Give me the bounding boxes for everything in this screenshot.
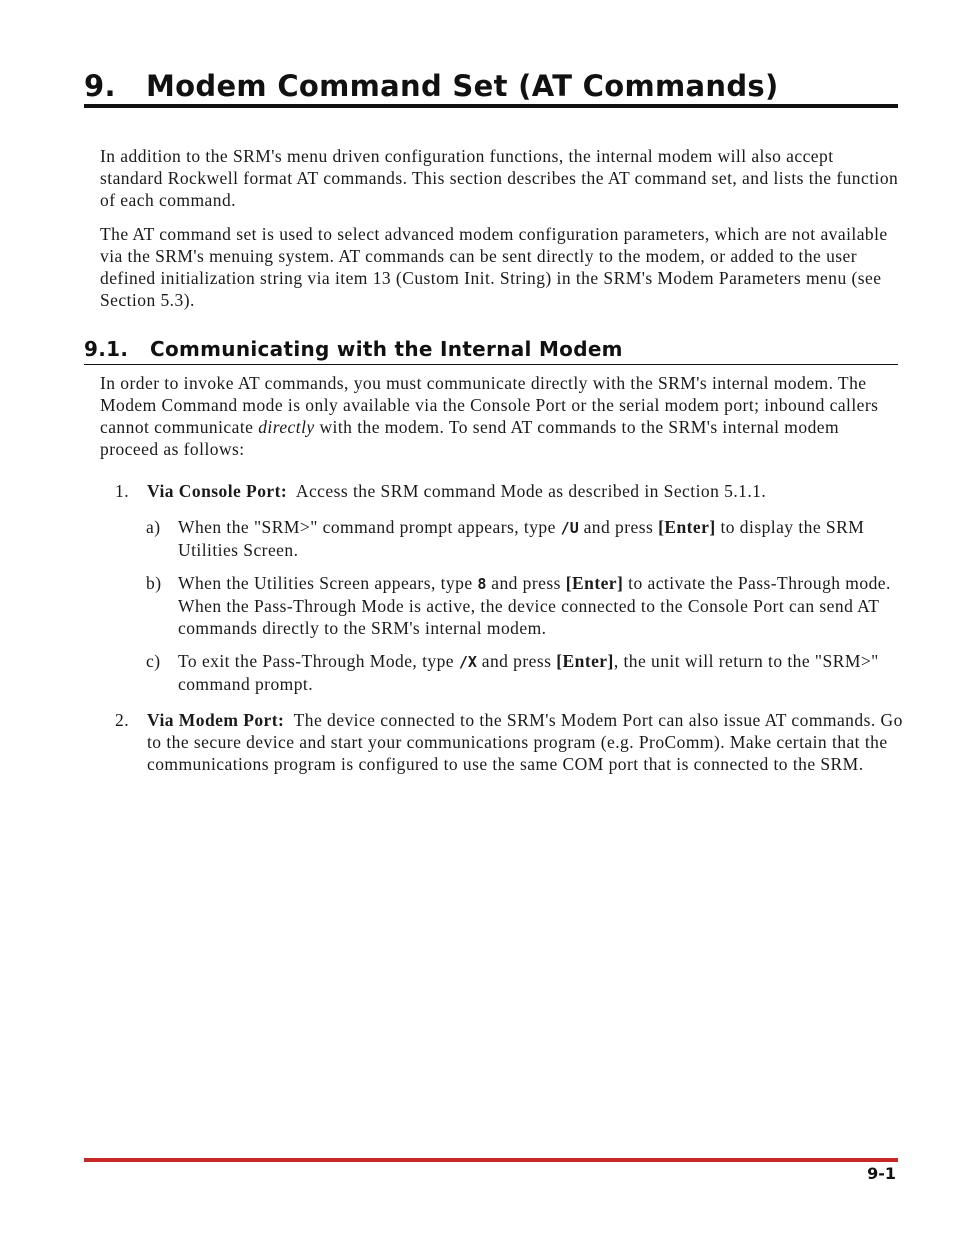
step-2	[115, 709, 907, 775]
section-heading	[84, 336, 898, 362]
command-code: /X	[458, 653, 477, 671]
step-1-text: Access the SRM command Mode as described in Section 5.1.1.	[295, 481, 767, 501]
section-number: 9.1.	[84, 337, 129, 361]
substep-b-text-1: When the Utilities Screen appears, type	[178, 573, 473, 593]
enter-key: [Enter]	[565, 573, 624, 593]
chapter-number: 9.	[84, 69, 116, 103]
substep-a-text-2: and press	[583, 517, 654, 537]
substep-c-text-1: To exit the Pass-Through Mode, type	[178, 651, 455, 671]
section-title: Communicating with the Internal Modem	[150, 337, 623, 361]
command-code: /U	[560, 519, 579, 537]
substep-a	[146, 516, 898, 561]
substep-c-text-2: and press	[481, 651, 552, 671]
intro-paragraph-2: The AT command set is used to select advanced modem configuration parameters, which are not available via the SRM's menuing system. AT commands can be sent directly to the modem, or added to the user defined initialization string via item 13 (Custom Init. String) in the SRM's Modem Parameters menu (see Section 5.3).	[100, 224, 888, 310]
substep-b	[146, 572, 898, 639]
step-2-label: Via Modem Port:	[147, 710, 285, 730]
substep-a-marker: a)	[146, 517, 161, 537]
footer-rule	[84, 1158, 898, 1162]
step-2-text: The device connected to the SRM's Modem Port can also issue AT commands. Go to the secure device and start your communications program (e.g. ProComm). Make certain that the communications program is configured to use the same COM port that is connected to the SRM.	[147, 710, 903, 774]
emphasis-directly: directly	[258, 417, 315, 437]
step-1	[115, 480, 907, 502]
chapter-heading	[84, 68, 898, 104]
substep-a-text-1: When the "SRM>" command prompt appears, type	[178, 517, 556, 537]
section-paragraph-text-1: In order to invoke AT commands, you must communicate directly with the SRM's internal modem. The Modem Command mode is only available via the Console Port or the serial modem port; inbound callers cannot communicate	[100, 373, 879, 437]
substep-b-text-2: and press	[491, 573, 561, 593]
substep-a-text-3: to display the SRM Utilities Screen.	[178, 517, 865, 560]
section-heading-rule	[84, 364, 898, 365]
substep-c-text-3: , the unit will return to the "SRM>" command prompt.	[178, 651, 879, 694]
intro-paragraph-1: In addition to the SRM's menu driven configuration functions, the internal modem will also accept standard Rockwell format AT commands. This section describes the AT command set, and lists the function of each command.	[100, 146, 899, 210]
substep-b-marker: b)	[146, 573, 162, 593]
step-2-marker: 2.	[115, 710, 130, 730]
chapter-heading-rule	[84, 104, 898, 108]
section-paragraph	[100, 372, 900, 460]
step-1-label: Via Console Port:	[147, 481, 288, 501]
chapter-title: Modem Command Set (AT Commands)	[146, 69, 779, 103]
substep-c	[146, 650, 898, 695]
substep-b-text-3: to activate the Pass-Through mode. When the Pass-Through Mode is active, the device connected to the Console Port can send AT commands directly to the SRM's internal modem.	[178, 573, 891, 638]
enter-key: [Enter]	[658, 517, 716, 537]
step-1-marker: 1.	[115, 481, 130, 501]
command-code: 8	[477, 575, 487, 593]
enter-key: [Enter]	[556, 651, 614, 671]
page-number: 9-1	[867, 1164, 896, 1183]
section-paragraph-text-2: with the modem. To send AT commands to the SRM's internal modem proceed as follows:	[100, 417, 840, 459]
substep-c-marker: c)	[146, 651, 161, 671]
